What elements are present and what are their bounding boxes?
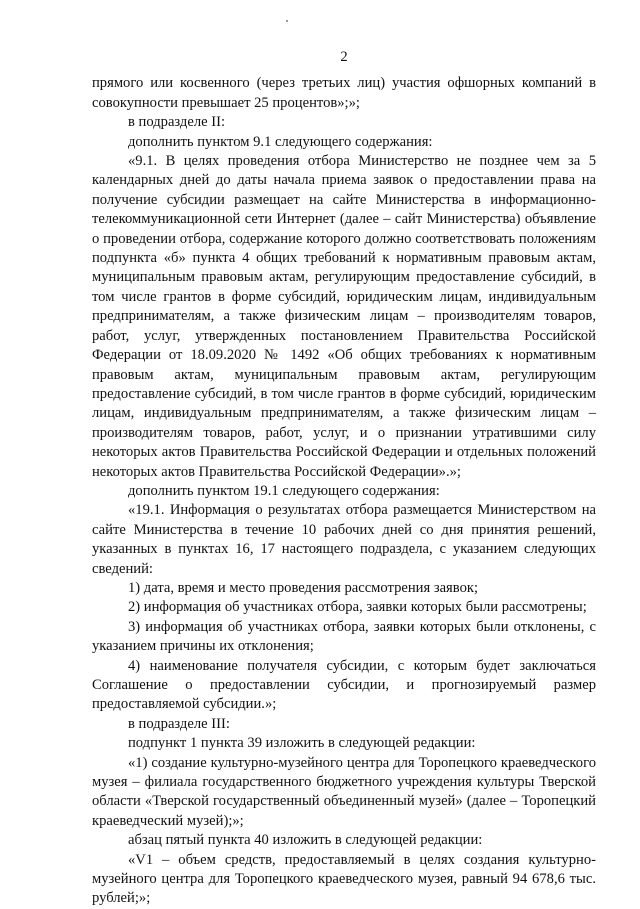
list-item: 4) наименование получателя субсидии, с которым будет заключаться Соглашение о предоставлении субсидии, и прогнозируемый размер предоставляемой субсидии.»; (92, 657, 596, 713)
paragraph: дополнить пунктом 9.1 следующего содержания: (128, 133, 433, 150)
paragraph: прямого или косвенного (через третьих лиц) участия офшорных компаний в совокупности превышает 25 процентов»;»; (92, 75, 596, 111)
list-item: 2) информация об участниках отбора, заявки которых были рассмотрены; (128, 599, 587, 616)
paragraph: в подразделе II: (128, 114, 226, 131)
list-item: 1) дата, время и место проведения рассмотрения заявок; (128, 579, 479, 596)
paragraph: подпункт 1 пункта 39 изложить в следующей редакции: (128, 735, 476, 752)
paragraph: «9.1. В целях проведения отбора Министерство не позднее чем за 5 календарных дней до даты начала приема заявок о предоставлении права на получение субсидии размещает на сайте Министерства в информационно-телекоммуникационной сети Интернет (далее – сайт Министерства) объявление о проведении отбора, содержание которого должно соответствовать положениям подпункта «б» пункта 4 общих требований к нормативным правовым актам, муниципальным правовым актам, регулирующим предоставление субсидий, в том числе грантов в форме субсидий, юридическим лицам, индивидуальным предпринимателям, а также физическим лицам – производителям товаров, работ, услуг, утвержденных постановлением Правительства Российской Федерации от 18.09.2020 № 1492 «Об общих требованиях к нормативным правовым актам, муниципальным правовым актам, регулирующим предоставление субсидий, в том числе грантов в форме субсидий, юридическим лицам, индивидуальным предпринимателям, а также физическим лицам – производителям товаров, работ, услуг, и о признании утратившими силу некоторых актов Правительства Российской Федерации и отдельных положений некоторых актов Правительства Российской Федерации».»; (92, 153, 596, 480)
paragraph: «1) создание культурно-музейного центра для Торопецкого краеведческого музея – филиала государственного бюджетного учреждения культуры Тверской области «Тверской государственный объединенный музей» (далее – Торопецкий краеведческий музей);»; (92, 754, 596, 829)
paragraph: дополнить пунктом 19.1 следующего содержания: (128, 482, 440, 499)
paragraph: абзац пятый пункта 40 изложить в следующей редакции: (128, 832, 483, 849)
page-number: 2 (340, 49, 348, 65)
document-body (92, 74, 596, 908)
paragraph: «V1 – объем средств, предоставляемый в целях создания культурно-музейного центра для Торопецкого краеведческого музея, равный 94 678,6 тыс. рублей;»; (92, 851, 596, 907)
list-item: 3) информация об участниках отбора, заявки которых были отклонены, с указанием причины их отклонения; (92, 618, 596, 655)
paragraph: в подразделе III: (128, 715, 230, 732)
scan-speck (286, 20, 288, 22)
paragraph: «19.1. Информация о результатах отбора размещается Министерством на сайте Министерства в течение 10 рабочих дней со дня принятия решений, указанных в пунктах 16, 17 настоящего подраздела, с указанием следующих сведений: (92, 502, 596, 577)
